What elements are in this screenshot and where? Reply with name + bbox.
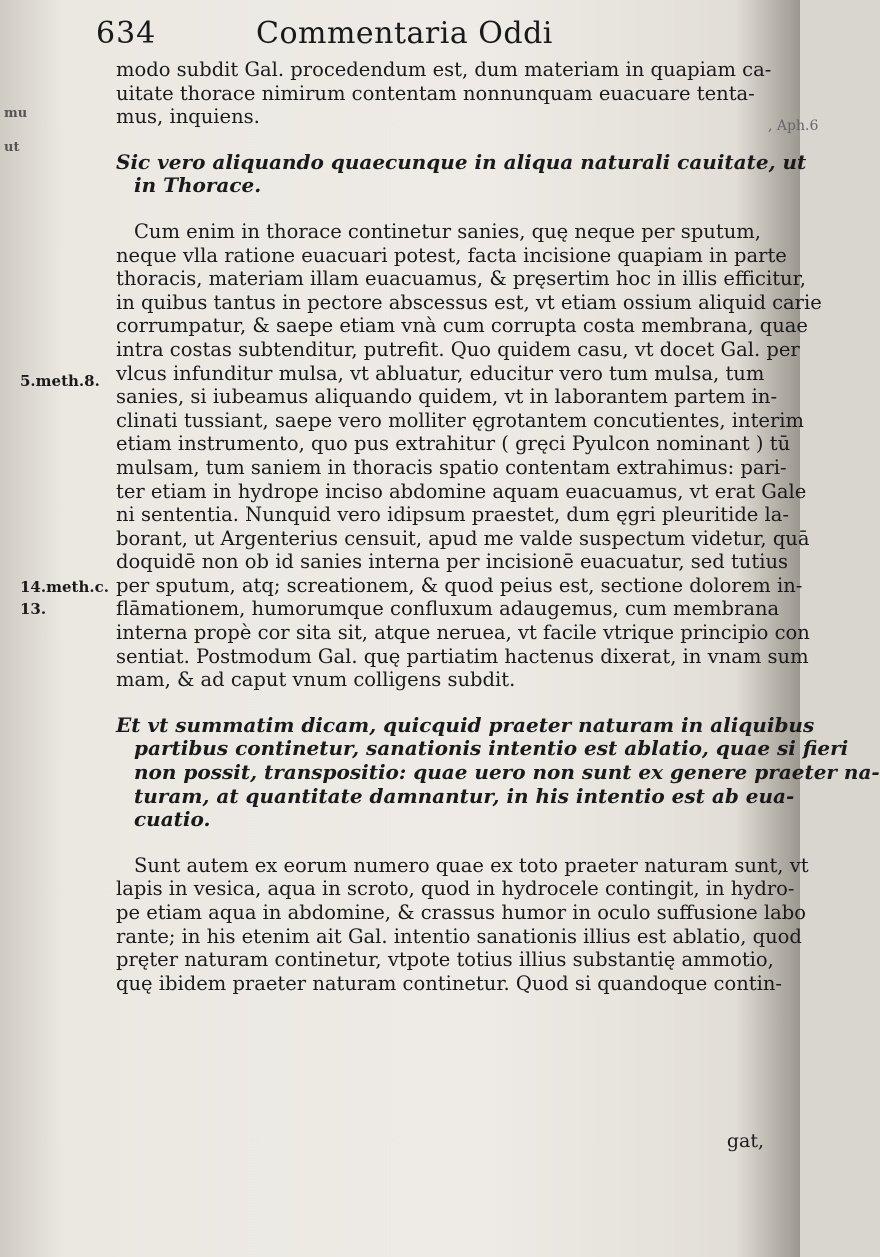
edge-fragment-lower: ut [4,140,20,155]
text-line: corrumpatur, & saepe etiam vnà cum corrupta costa membrana, quae [116,314,808,338]
bleed-through-apho: , Aph.6 [768,118,819,134]
spacer [116,692,766,714]
spacer [116,198,766,220]
text-line: sentiat. Postmodum Gal. quę partiatim hactenus dixerat, in vnam sum [116,644,809,668]
text-line: vlcus infunditur mulsa, vt abluatur, educitur vero tum mulsa, tum [116,361,765,385]
page-number: 634 [96,16,157,51]
text-line: modo subdit Gal. procedendum est, dum materiam in quapiam ca- [116,58,772,81]
text-line: borant, ut Argenterius censuit, apud me valde suspectum videtur, quā [116,526,810,550]
text-line: ter etiam in hydrope inciso abdomine aquam euacuamus, vt erat Gale [116,479,807,503]
lemma-line: partibus continetur, sanationis intentio est ablatio, quae si fieri [134,736,849,761]
lemma-line: turam, at quantitate damnantur, in his intentio est ab eua- [134,783,795,808]
text-line: mulsam, tum saniem in thoracis spatio contentam extrahimus: pari- [116,455,787,479]
text-line: uitate thorace nimirum contentam nonnunquam euacuare tenta- [116,81,755,105]
margin-note-meth-14: 14.meth.c. [20,578,109,596]
text-line: mam, & ad caput vnum colligens subdit. [116,668,516,692]
margin-note-meth-8: 5.meth.8. [20,372,100,390]
lemma-line: in Thorace. [134,173,262,198]
catchword: gat, [726,1130,764,1152]
text-line: interna propè cor sita sit, atque neruea, vt facile vtrique principio con [116,621,810,645]
text-line: quę ibidem praeter naturam continetur. Quod si quandoque contin- [116,971,782,995]
text-line: thoracis, materiam illam euacuamus, & pręsertim hoc in illis efficitur, [116,267,806,291]
lemma-line: Et vt summatim dicam, quicquid praeter naturam in aliquibus [116,712,815,737]
text-line: sanies, si iubeamus aliquando quidem, vt in laborantem partem in- [116,385,778,409]
text-line: Cum enim in thorace continetur sanies, quę neque per sputum, [134,219,761,243]
text-line: doquidē non ob id sanies interna per incisionē euacuatur, sed tutius [116,550,789,574]
text-line: clinati tussiant, saepe vero molliter ęgrotantem concutientes, interim [116,408,805,432]
text-line: pe etiam aqua in abdomine, & crassus humor in oculo suffusione labo [116,901,806,924]
text-line: pręter naturam continetur, vtpote totius illius substantię ammotio, [116,948,774,972]
lemma-line: cuatio. [134,807,211,832]
running-title: Commentaria Oddi [256,16,553,51]
margin-note-13: 13. [20,600,47,618]
text-line: flāmationem, humorumque confluxum adaugemus, cum membrana [116,597,780,621]
text-line: lapis in vesica, aqua in scroto, quod in hydrocele contingit, in hydro- [116,877,795,901]
text-line: intra costas subtenditur, putrefit. Quo quidem casu, vt docet Gal. per [116,337,800,361]
edge-fragment-top: mu [4,106,28,121]
spacer [116,832,766,854]
running-head [96,14,776,54]
text-line: per sputum, atq; screationem, & quod peius est, sectione dolorem in- [116,573,803,597]
lemma-line: non possit, transpositio: quae uero non sunt ex genere praeter na- [134,760,880,785]
text-line: mus, inquiens. [116,105,260,129]
spacer [116,129,766,151]
text-line: Sunt autem ex eorum numero quae ex toto praeter naturam sunt, vt [134,853,809,877]
text-line: ni sententia. Nunquid vero idipsum praestet, dum ęgri pleuritide la- [116,503,789,527]
lemma-line: Sic vero aliquando quaecunque in aliqua naturali cauitate, ut [116,149,807,174]
text-line: in quibus tantus in pectore abscessus est, vt etiam ossium aliquid carie [116,290,822,314]
text-line: etiam instrumento, quo pus extrahitur ( gręci Pyulcon nominant ) tū [116,432,791,456]
text-line: rante; in his etenim ait Gal. intentio sanationis illius est ablatio, quod [116,924,802,948]
text-line: neque vlla ratione euacuari potest, facta incisione quapiam in parte [116,243,787,267]
